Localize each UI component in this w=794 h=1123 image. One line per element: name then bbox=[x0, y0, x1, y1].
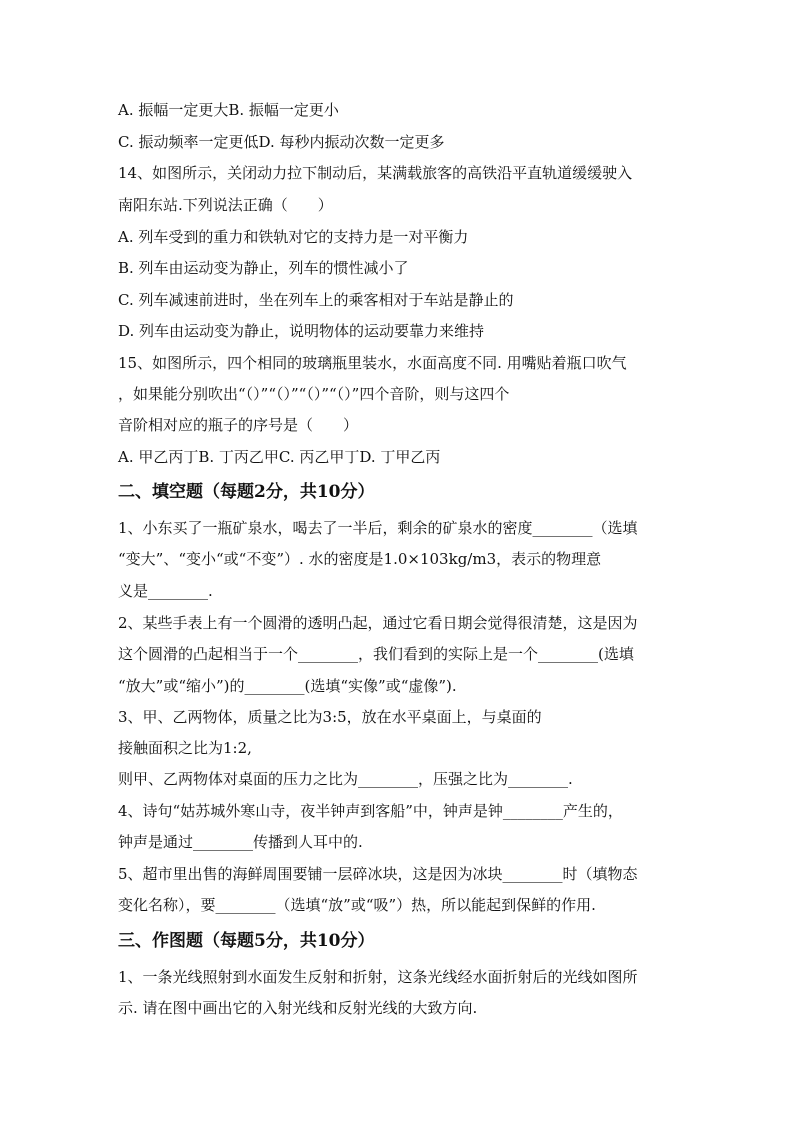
fill-q3-line3: 则甲、乙两物体对桌面的压力之比为________，压强之比为________. bbox=[118, 770, 573, 788]
fill-q5-line1: 5、超市里出售的海鲜周围要铺一层碎冰块，这是因为冰块________时（填物态 bbox=[118, 865, 638, 883]
draw-q1-line2: 示. 请在图中画出它的入射光线和反射光线的大致方向. bbox=[118, 999, 478, 1017]
fill-q3-line1: 3、甲、乙两物体，质量之比为3:5，放在水平桌面上，与桌面的 bbox=[118, 708, 542, 726]
q15-stem-line2: ，如果能分别吹出“（）”“（）”“（）”“（）”四个音阶，则与这四个 bbox=[118, 385, 510, 403]
q13-options-cd: C. 振动频率一定更低D. 每秒内振动次数一定更多 bbox=[118, 133, 445, 151]
section-fill-in-heading: 二、填空题（每题2分，共10分） bbox=[118, 482, 375, 502]
fill-q1-line3: 义是________. bbox=[118, 582, 213, 600]
q15-stem-line3: 音阶相对应的瓶子的序号是（ ） bbox=[118, 416, 359, 434]
fill-q2-line1: 2、某些手表上有一个圆滑的透明凸起，通过它看日期会觉得很清楚，这是因为 bbox=[118, 614, 638, 632]
fill-q3-line2: 接触面积之比为1:2, bbox=[118, 739, 252, 757]
draw-q1-line1: 1、一条光线照射到水面发生反射和折射，这条光线经水面折射后的光线如图所 bbox=[118, 968, 638, 986]
q14-option-a: A. 列车受到的重力和铁轨对它的支持力是一对平衡力 bbox=[118, 228, 469, 246]
fill-q2-line2: 这个圆滑的凸起相当于一个________，我们看到的实际上是一个________(选填 bbox=[118, 645, 634, 663]
q14-option-d: D. 列车由运动变为静止，说明物体的运动要靠力来维持 bbox=[118, 322, 485, 340]
section-drawing-heading: 三、作图题（每题5分，共10分） bbox=[118, 931, 375, 951]
fill-q4-line1: 4、诗句“姑苏城外寒山寺，夜半钟声到客船”中，钟声是钟________产生的， bbox=[118, 802, 623, 820]
q14-stem-line2: 南阳东站.下列说法正确（ ） bbox=[118, 196, 333, 214]
fill-q2-line3: “放大”或“缩小”)的________(选填“实像”或“虚像”). bbox=[118, 677, 457, 695]
q15-stem-line1: 15、如图所示，四个相同的玻璃瓶里装水，水面高度不同. 用嘴贴着瓶口吹气 bbox=[118, 354, 627, 372]
fill-q1-line2: “变大”、“变小“或“不变”）. 水的密度是1.0×103kg/m3，表示的物理意 bbox=[118, 550, 602, 568]
q13-options-ab: A. 振幅一定更大B. 振幅一定更小 bbox=[118, 101, 339, 119]
q14-option-c: C. 列车减速前进时，坐在列车上的乘客相对于车站是静止的 bbox=[118, 291, 514, 309]
q14-stem-line1: 14、如图所示，关闭动力拉下制动后，某满载旅客的高铁沿平直轨道缓缓驶入 bbox=[118, 164, 633, 182]
q15-options: A. 甲乙丙丁B. 丁丙乙甲C. 丙乙甲丁D. 丁甲乙丙 bbox=[118, 448, 441, 466]
fill-q4-line2: 钟声是通过________传播到人耳中的. bbox=[118, 833, 363, 851]
fill-q1-line1: 1、小东买了一瓶矿泉水，喝去了一半后，剩余的矿泉水的密度________（选填 bbox=[118, 519, 638, 537]
fill-q5-line2: 变化名称），要________（选填“放”或“吸”）热，所以能起到保鲜的作用. bbox=[118, 896, 596, 914]
q14-option-b: B. 列车由运动变为静止，列车的惯性减小了 bbox=[118, 259, 409, 277]
